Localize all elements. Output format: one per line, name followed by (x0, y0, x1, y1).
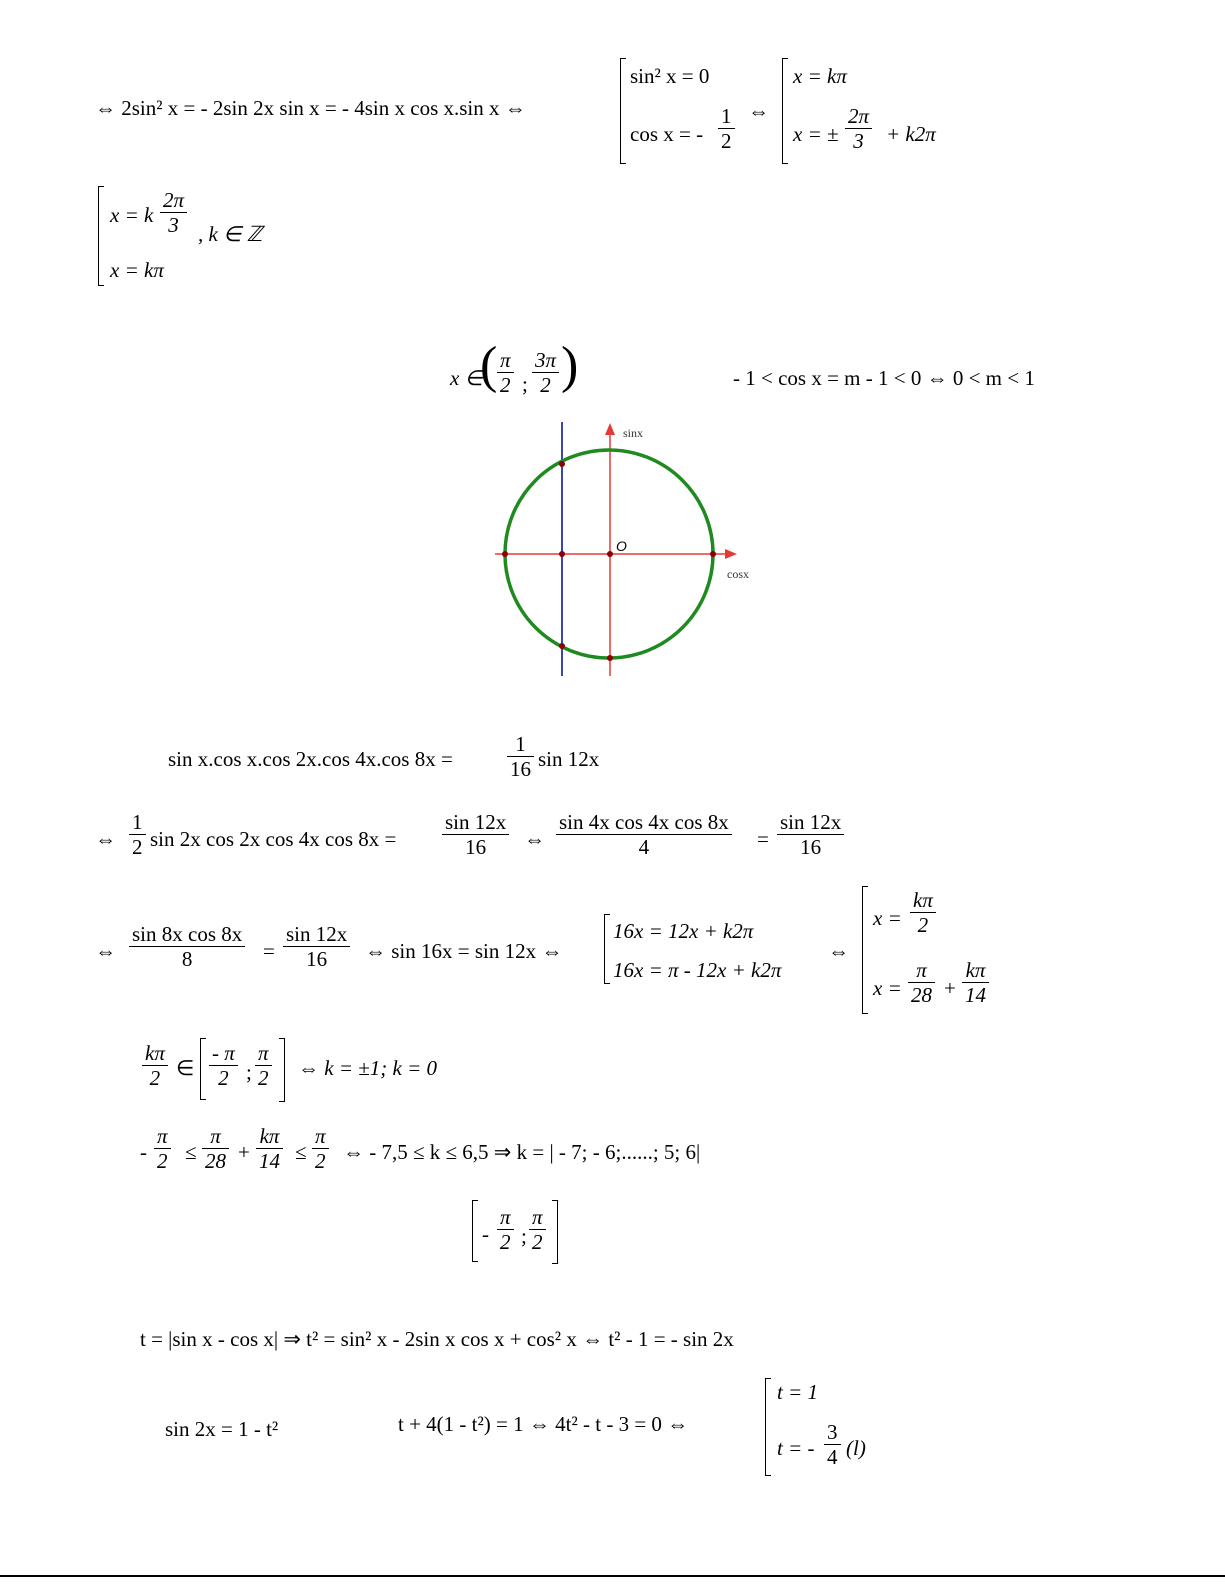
fraction-denominator: 3 (168, 213, 179, 238)
iff-symbol: ⇔ (95, 827, 116, 851)
iff-symbol-2: ⇔ (828, 939, 849, 963)
fraction-numerator: kπ (142, 1041, 168, 1066)
bracket-system-1 (620, 58, 621, 164)
point-bottom (607, 655, 613, 661)
fraction-numerator: 1 (718, 104, 735, 129)
fraction-numerator: π (497, 348, 514, 373)
substitution-equation: t = |sin x - cos x| ⇒ t² = sin² x - 2sin x cos x + cos² x ⇔ t² - 1 = - sin 2x (140, 1327, 734, 1351)
fraction-numerator: π (312, 1124, 329, 1149)
fraction-denominator: 8 (181, 947, 193, 972)
fraction-numerator: π (529, 1205, 546, 1230)
fraction-pi-2-f (529, 1205, 546, 1254)
interval-bracket-close-2 (552, 1200, 558, 1264)
point-vline-axis (559, 551, 565, 557)
paren-close: ) (561, 337, 579, 394)
minus-sign: - (140, 1140, 147, 1164)
fraction-denominator: 14 (965, 983, 986, 1008)
fraction-pi-2-d (312, 1124, 329, 1173)
bracket-solution (98, 186, 99, 286)
bracket-system-2 (782, 58, 783, 164)
fraction-sin8x-8 (129, 922, 245, 971)
fraction-sin12x-16 (442, 810, 509, 859)
fraction-pi-2-c (154, 1124, 171, 1173)
point-left (502, 551, 508, 557)
fraction-denominator: 2 (157, 1149, 168, 1174)
case-16x-b: 16x = π - 12x + k2π (613, 958, 782, 982)
figure-background (495, 420, 760, 678)
case-cos-lhs: cos x = - (630, 122, 704, 146)
fraction-denominator: 2 (500, 373, 511, 398)
case-x-pm-lhs: x = ± (793, 122, 839, 146)
fraction-numerator: 2π (160, 188, 187, 213)
sin16x-equation: ⇔ sin 16x = sin 12x ⇔ (365, 939, 563, 963)
solution-a-lhs: x = k (110, 203, 154, 227)
plus-sign: + (238, 1140, 250, 1164)
fraction-denominator: 2 (149, 1066, 161, 1091)
fraction-numerator: kπ (256, 1124, 283, 1149)
fraction-denominator: 14 (259, 1149, 280, 1174)
case-t-neg-lhs: t = - (777, 1436, 815, 1460)
fraction-denominator: 2 (315, 1149, 326, 1174)
interval-lhs: x ∈ (450, 366, 483, 390)
fraction-denominator: 2 (721, 129, 732, 154)
fraction-numerator: 1 (129, 810, 146, 835)
fraction-numerator: sin 4x cos 4x cos 8x (556, 810, 732, 835)
fraction-denominator: 4 (827, 1445, 838, 1470)
fraction-numerator: 1 (507, 732, 534, 757)
fraction-numerator: 2π (845, 104, 872, 129)
fraction-sin12x-16-b (777, 810, 844, 859)
fraction-denominator: 16 (465, 835, 487, 860)
interval-bracket-close (279, 1038, 285, 1102)
equals-sign: = (757, 827, 769, 851)
le-sign: ≤ (185, 1140, 197, 1164)
le-sign-2: ≤ (295, 1140, 307, 1164)
k-in-integers: , k ∈ ℤ (198, 222, 263, 246)
fraction-denominator: 2 (258, 1066, 269, 1091)
fraction-denominator: 2 (917, 913, 929, 938)
fraction-neg-pi-2 (209, 1041, 238, 1090)
point-lower (559, 643, 565, 649)
interval-bracket-open (200, 1038, 201, 1100)
semicolon: ; (522, 372, 528, 396)
fraction-numerator: 3π (532, 348, 559, 373)
equation-sin-expansion: ⇔ 2sin² x = - 2sin 2x sin x = - 4sin x cos x.sin x ⇔ (95, 96, 526, 120)
cos-axis-label: cosx (727, 567, 749, 581)
fraction-denominator: 2 (132, 835, 143, 860)
element-of: ∈ (176, 1056, 195, 1080)
origin-label: O (616, 538, 627, 554)
iff-symbol: ⇔ (95, 939, 116, 963)
equals-sign: = (263, 939, 275, 963)
fraction-pi-2-b (255, 1041, 272, 1090)
footer-rule (0, 1575, 1225, 1577)
fraction-denominator: 2 (218, 1066, 229, 1091)
k-range: ⇔ - 7,5 ≤ k ≤ 6,5 ⇒ k = | - 7; - 6;......; 5; 6| (343, 1140, 701, 1164)
fraction-pi-2 (497, 348, 514, 397)
point-origin (607, 551, 613, 557)
paren-open: ( (480, 337, 498, 394)
product-equation-lhs: sin x.cos x.cos 2x.cos 4x.cos 8x = (168, 747, 453, 771)
semicolon: ; (521, 1224, 527, 1248)
fraction-kpi-14 (962, 958, 989, 1007)
solution-b: x = kπ (110, 258, 164, 282)
fraction-3pi-2 (532, 348, 559, 397)
fraction-denominator: 3 (853, 129, 864, 154)
fraction-1-16 (507, 732, 534, 781)
case-sin-zero: sin² x = 0 (630, 64, 710, 88)
bracket-system-3 (604, 914, 605, 984)
fraction-numerator: - π (209, 1041, 238, 1066)
plus-sign: + (944, 976, 956, 1000)
fraction-numerator: sin 12x (777, 810, 844, 835)
fraction-denominator: 16 (306, 947, 328, 972)
fraction-one-half (718, 104, 735, 153)
semicolon: ; (246, 1060, 252, 1084)
point-upper (559, 461, 565, 467)
fraction-sin4x-4 (556, 810, 732, 859)
sin2x-substitution: sin 2x = 1 - t² (165, 1417, 279, 1441)
quadratic-equation: t + 4(1 - t²) = 1 ⇔ 4t² - t - 3 = 0 ⇔ (398, 1412, 689, 1436)
fraction-denominator: 2 (532, 1230, 543, 1255)
point-right (710, 551, 716, 557)
fraction-numerator: 3 (824, 1420, 841, 1445)
fraction-numerator: kπ (962, 958, 989, 983)
fraction-pi-28 (908, 958, 935, 1007)
fraction-numerator: π (497, 1205, 514, 1230)
fraction-numerator: π (908, 958, 935, 983)
sol-a-lhs: x = (873, 906, 902, 930)
iff-symbol-2: ⇔ (524, 827, 545, 851)
case-t-1: t = 1 (777, 1380, 819, 1404)
fraction-2pi-3-b (160, 188, 187, 237)
bracket-system-4 (862, 886, 863, 1014)
fraction-denominator: 4 (638, 835, 650, 860)
k-values: ⇔ k = ±1; k = 0 (298, 1056, 438, 1080)
case-x-pm-rhs: + k2π (886, 122, 936, 146)
fraction-pi-2-e (497, 1205, 514, 1254)
sin-axis-label: sinx (623, 426, 644, 440)
fraction-kpi-14-b (256, 1124, 283, 1173)
fraction-denominator: 16 (800, 835, 822, 860)
fraction-numerator: π (154, 1124, 171, 1149)
sol-b-lhs: x = (873, 976, 902, 1000)
fraction-numerator: sin 8x cos 8x (129, 922, 245, 947)
fraction-denominator: 28 (205, 1149, 226, 1174)
fraction-numerator: sin 12x (442, 810, 509, 835)
fraction-denominator: 16 (510, 757, 531, 782)
fraction-kpi-2-b (142, 1041, 168, 1090)
fraction-numerator: π (202, 1124, 229, 1149)
fraction-denominator: 28 (911, 983, 932, 1008)
case-x-kpi: x = kπ (793, 64, 847, 88)
fraction-numerator: π (255, 1041, 272, 1066)
minus-sign: - (482, 1222, 489, 1246)
fraction-1-2 (129, 810, 146, 859)
condition-m: - 1 < cos x = m - 1 < 0 ⇔ 0 < m < 1 (733, 366, 1035, 390)
fraction-numerator: kπ (910, 888, 936, 913)
fraction-denominator: 2 (500, 1230, 511, 1255)
iff-symbol: ⇔ (748, 99, 769, 123)
fraction-sin12x-16-c (283, 922, 350, 971)
fraction-pi-28-b (202, 1124, 229, 1173)
fraction-2pi-3 (845, 104, 872, 153)
unit-circle-figure (495, 420, 760, 678)
interval-bracket-open-2 (472, 1200, 473, 1262)
fraction-denominator: 2 (540, 373, 551, 398)
step-lhs: sin 2x cos 2x cos 4x cos 8x = (150, 827, 397, 851)
case-16x-a: 16x = 12x + k2π (613, 919, 754, 943)
fraction-numerator: sin 12x (283, 922, 350, 947)
fraction-3-4 (824, 1420, 841, 1469)
case-t-neg-rhs: (l) (846, 1436, 866, 1460)
fraction-kpi-2 (910, 888, 936, 937)
bracket-system-5 (765, 1378, 766, 1476)
product-equation-rhs: sin 12x (538, 747, 600, 771)
